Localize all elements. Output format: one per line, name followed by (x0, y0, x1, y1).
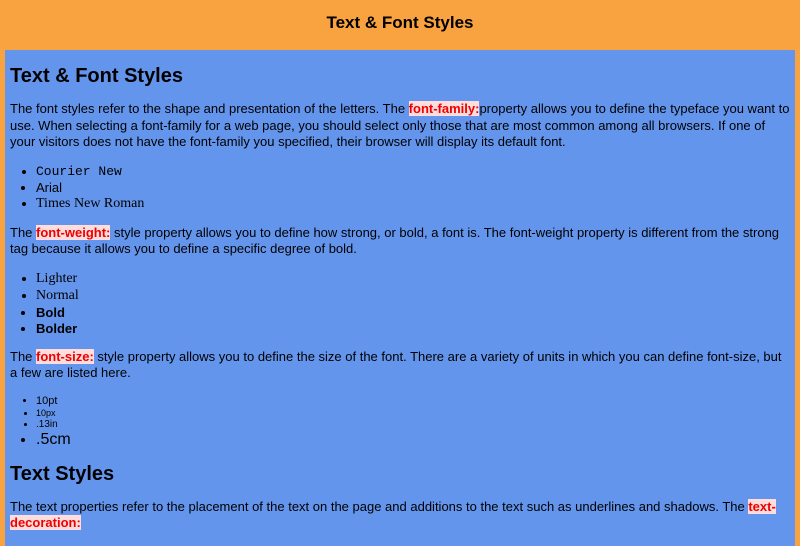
section-heading-text-styles: Text Styles (10, 462, 115, 485)
list-item-bold: • Bold (36, 305, 790, 320)
page-header (0, 0, 800, 50)
paragraph-font-weight (10, 225, 790, 258)
list-item-10px: • 10px (36, 408, 790, 418)
font-size-list (10, 395, 790, 449)
section-heading-text-font-styles: Text & Font Styles (10, 65, 183, 87)
paragraph-text: The font styles refer to the shape and presentation of the letters. The (10, 101, 409, 116)
list-item-normal: • Normal (36, 288, 790, 304)
font-weight-list (10, 271, 790, 336)
font-weight-property-highlight: font-weight: (36, 224, 111, 240)
content-panel (5, 50, 795, 546)
list-item-10pt: • 10pt (36, 395, 790, 407)
list-item-arial: • Arial (36, 180, 790, 195)
paragraph-text: The (10, 348, 37, 364)
paragraph-font-family (10, 101, 790, 151)
list-item-lighter: • Lighter (36, 271, 790, 287)
font-family-property-highlight: font-family: (408, 101, 480, 116)
paragraph-text: style property allows you to define the size of the font. There are a variety of units in which you can define font-size, but a few are listed here. (10, 348, 782, 380)
list-item-5cm: • .5cm (36, 431, 790, 449)
paragraph-text: The text properties refer to the placement of the text on the page and additions to the text such as underlines and shadows. The (10, 498, 749, 514)
page-title: Text & Font Styles (326, 13, 474, 32)
list-item-13in: • .13in (36, 419, 790, 430)
font-family-list (10, 164, 790, 212)
list-item-bolder: • Bolder (36, 321, 790, 336)
paragraph-text: style property allows you to define how strong, or bold, a font is. The font-weight property is different from the strong tag because it allows you to define a specific degree of bold. (10, 224, 780, 256)
paragraph-text: The (10, 224, 37, 240)
paragraph-text: property allows you to define the typeface you want to use. When selecting a font-family for a web page, you should select only those that are most common among all browsers. If one of your visitors does not have the font-family you specified, their browser will display its default font. (10, 101, 790, 149)
paragraph-font-size (10, 349, 790, 382)
text-decoration-property-highlight: text-decoration: (10, 498, 776, 530)
paragraph-text-decoration (10, 499, 790, 532)
list-item-times-new-roman: • Times New Roman (36, 196, 790, 212)
list-item-courier-new: • Courier New (36, 164, 790, 179)
font-size-property-highlight: font-size: (36, 348, 94, 364)
